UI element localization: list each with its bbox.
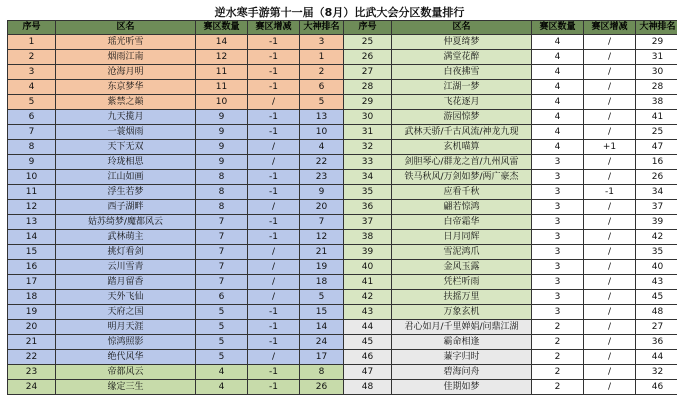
cell-right-change: / [584,320,636,335]
cell-left-count: 5 [196,335,248,350]
cell-left-rank: 22 [300,155,344,170]
header-index-right: 序号 [344,21,392,35]
cell-right-count: 3 [532,290,584,305]
table-row [8,260,677,275]
cell-left-name: 瑶光听雪 [56,35,196,50]
header-row [8,21,677,35]
cell-right-rank: 47 [636,140,677,155]
cell-left-index: 20 [8,320,56,335]
cell-right-name: 万象玄机 [392,305,532,320]
cell-right-rank: 42 [636,230,677,245]
header-change-right: 赛区增减 [584,21,636,35]
cell-right-rank: 38 [636,95,677,110]
cell-left-count: 7 [196,260,248,275]
cell-left-count: 8 [196,200,248,215]
cell-right-index: 27 [344,65,392,80]
cell-right-index: 48 [344,380,392,395]
table-row [8,140,677,155]
cell-right-change: / [584,110,636,125]
cell-right-index: 25 [344,35,392,50]
cell-right-change: / [584,95,636,110]
cell-left-rank: 5 [300,95,344,110]
cell-right-count: 4 [532,50,584,65]
cell-left-count: 9 [196,125,248,140]
cell-left-name: 云川雪青 [56,260,196,275]
cell-right-index: 33 [344,155,392,170]
cell-right-name: 白夜拂雪 [392,65,532,80]
header-count-right: 赛区数量 [532,21,584,35]
cell-left-rank: 21 [300,245,344,260]
cell-right-index: 39 [344,245,392,260]
cell-left-index: 13 [8,215,56,230]
cell-left-change: -1 [248,335,300,350]
cell-left-rank: 24 [300,335,344,350]
cell-left-index: 22 [8,350,56,365]
cell-right-change: / [584,290,636,305]
cell-right-name: 武林天骄/千古风流/神龙九现 [392,125,532,140]
cell-left-name: 一蓑烟雨 [56,125,196,140]
cell-right-count: 4 [532,95,584,110]
table-row [8,350,677,365]
cell-left-count: 7 [196,245,248,260]
cell-left-count: 14 [196,35,248,50]
cell-right-change: / [584,50,636,65]
cell-left-name: 帝都风云 [56,365,196,380]
cell-right-rank: 46 [636,380,677,395]
cell-right-rank: 28 [636,80,677,95]
table-row [8,125,677,140]
cell-right-count: 2 [532,365,584,380]
table-row [8,80,677,95]
cell-right-index: 29 [344,95,392,110]
cell-right-index: 45 [344,335,392,350]
cell-right-count: 4 [532,65,584,80]
table-row [8,380,677,395]
cell-left-index: 18 [8,290,56,305]
cell-right-index: 38 [344,230,392,245]
table-row [8,365,677,380]
cell-right-count: 3 [532,200,584,215]
cell-left-count: 8 [196,185,248,200]
header-count-left: 赛区数量 [196,21,248,35]
table-row [8,290,677,305]
cell-left-name: 挑灯看剑 [56,245,196,260]
cell-right-count: 2 [532,350,584,365]
table-row [8,275,677,290]
cell-right-name: 霸命相逢 [392,335,532,350]
cell-right-change: / [584,155,636,170]
cell-right-index: 41 [344,275,392,290]
header-rank-left: 大神排名 [300,21,344,35]
cell-left-count: 4 [196,380,248,395]
cell-right-index: 28 [344,80,392,95]
cell-left-rank: 12 [300,230,344,245]
cell-right-index: 32 [344,140,392,155]
cell-left-change: -1 [248,65,300,80]
cell-left-rank: 23 [300,170,344,185]
cell-right-count: 3 [532,305,584,320]
cell-right-change: / [584,35,636,50]
cell-right-index: 44 [344,320,392,335]
cell-left-rank: 19 [300,260,344,275]
cell-left-rank: 2 [300,65,344,80]
cell-left-name: 姑苏绮梦/魔都风云 [56,215,196,230]
cell-left-rank: 8 [300,365,344,380]
cell-left-change: -1 [248,215,300,230]
table-row [8,185,677,200]
cell-right-rank: 29 [636,35,677,50]
cell-left-count: 6 [196,290,248,305]
cell-left-name: 惊鸿照影 [56,335,196,350]
cell-right-count: 3 [532,260,584,275]
cell-right-name: 江湖一梦 [392,80,532,95]
cell-left-rank: 17 [300,350,344,365]
cell-left-index: 23 [8,365,56,380]
cell-left-count: 5 [196,320,248,335]
cell-left-index: 4 [8,80,56,95]
cell-left-change: -1 [248,50,300,65]
cell-right-name: 蒹字归时 [392,350,532,365]
cell-right-count: 3 [532,170,584,185]
cell-right-index: 42 [344,290,392,305]
cell-right-name: 铁马秋风/万剑如梦/两广豪杰 [392,170,532,185]
ranking-table [7,20,677,395]
cell-left-index: 8 [8,140,56,155]
cell-left-name: 武林萌主 [56,230,196,245]
cell-right-name: 君心如月/千里婵娟/问鼎江湖 [392,320,532,335]
cell-left-count: 8 [196,170,248,185]
cell-left-count: 11 [196,65,248,80]
cell-left-change: -1 [248,170,300,185]
cell-left-change: / [248,155,300,170]
cell-right-change: / [584,350,636,365]
table-row [8,35,677,50]
cell-right-change: / [584,260,636,275]
table-row [8,320,677,335]
cell-right-name: 扶摇万里 [392,290,532,305]
cell-right-name: 飞花逐月 [392,95,532,110]
cell-left-count: 10 [196,95,248,110]
cell-left-count: 5 [196,305,248,320]
cell-right-count: 3 [532,215,584,230]
cell-right-rank: 37 [636,200,677,215]
cell-left-name: 紫禁之巅 [56,95,196,110]
cell-right-change: / [584,245,636,260]
cell-left-index: 10 [8,170,56,185]
cell-left-count: 7 [196,230,248,245]
cell-left-count: 5 [196,350,248,365]
cell-left-index: 7 [8,125,56,140]
cell-left-name: 浮生若梦 [56,185,196,200]
cell-left-rank: 20 [300,200,344,215]
cell-left-change: -1 [248,230,300,245]
cell-left-name: 江山如画 [56,170,196,185]
cell-left-rank: 6 [300,80,344,95]
cell-right-rank: 35 [636,245,677,260]
cell-right-name: 玄机喵算 [392,140,532,155]
cell-left-rank: 26 [300,380,344,395]
cell-left-change: -1 [248,380,300,395]
cell-left-change: -1 [248,80,300,95]
cell-right-name: 满堂花醉 [392,50,532,65]
page-title: 逆水寒手游第十一届（8月）比武大会分区数量排行 [214,6,465,19]
cell-left-change: -1 [248,320,300,335]
cell-left-index: 24 [8,380,56,395]
cell-left-change: -1 [248,365,300,380]
cell-right-rank: 39 [636,215,677,230]
header-change-left: 赛区增减 [248,21,300,35]
cell-right-change: / [584,215,636,230]
cell-left-name: 西子湖畔 [56,200,196,215]
cell-left-name: 沧海月明 [56,65,196,80]
cell-left-name: 天下无双 [56,140,196,155]
cell-right-change: / [584,380,636,395]
cell-left-rank: 15 [300,305,344,320]
cell-right-count: 2 [532,320,584,335]
cell-left-index: 15 [8,245,56,260]
cell-right-change: / [584,65,636,80]
cell-right-name: 佳期如梦 [392,380,532,395]
cell-left-count: 7 [196,275,248,290]
cell-right-count: 3 [532,185,584,200]
cell-right-change: / [584,335,636,350]
cell-left-name: 缘定三生 [56,380,196,395]
cell-right-name: 日月同辉 [392,230,532,245]
cell-right-rank: 31 [636,50,677,65]
cell-left-name: 东京梦华 [56,80,196,95]
cell-left-change: -1 [248,110,300,125]
cell-right-name: 金风玉露 [392,260,532,275]
cell-right-count: 3 [532,230,584,245]
cell-right-rank: 16 [636,155,677,170]
cell-right-change: / [584,170,636,185]
cell-left-index: 2 [8,50,56,65]
cell-right-rank: 40 [636,260,677,275]
cell-right-count: 4 [532,140,584,155]
cell-right-change: -1 [584,185,636,200]
cell-left-change: / [248,350,300,365]
cell-right-change: / [584,275,636,290]
cell-left-name: 明月天涯 [56,320,196,335]
cell-right-change: / [584,230,636,245]
cell-left-change: -1 [248,305,300,320]
cell-right-index: 46 [344,350,392,365]
cell-right-rank: 43 [636,275,677,290]
cell-left-index: 1 [8,35,56,50]
cell-right-name: 剑胆琴心/群龙之首/九州风雷 [392,155,532,170]
cell-left-index: 5 [8,95,56,110]
table-row [8,65,677,80]
cell-left-count: 12 [196,50,248,65]
table-row [8,245,677,260]
cell-left-name: 九天揽月 [56,110,196,125]
header-name-right: 区名 [392,21,532,35]
cell-right-name: 碧海问舟 [392,365,532,380]
cell-right-rank: 48 [636,305,677,320]
cell-left-rank: 7 [300,215,344,230]
cell-right-index: 36 [344,200,392,215]
header-name-left: 区名 [56,21,196,35]
cell-right-index: 35 [344,185,392,200]
cell-left-rank: 1 [300,50,344,65]
cell-right-rank: 25 [636,125,677,140]
cell-right-change: / [584,125,636,140]
table-row [8,230,677,245]
cell-left-rank: 3 [300,35,344,50]
cell-left-count: 4 [196,365,248,380]
cell-left-change: -1 [248,35,300,50]
cell-right-name: 应看千秋 [392,185,532,200]
cell-left-index: 6 [8,110,56,125]
cell-right-count: 4 [532,35,584,50]
cell-left-index: 16 [8,260,56,275]
cell-right-count: 2 [532,380,584,395]
cell-right-index: 47 [344,365,392,380]
cell-left-count: 9 [196,155,248,170]
cell-right-rank: 26 [636,170,677,185]
table-row [8,215,677,230]
cell-left-name: 天府之国 [56,305,196,320]
cell-left-rank: 10 [300,125,344,140]
cell-left-rank: 5 [300,290,344,305]
cell-left-index: 12 [8,200,56,215]
table-row [8,335,677,350]
cell-right-rank: 36 [636,335,677,350]
table-row [8,200,677,215]
cell-left-index: 11 [8,185,56,200]
cell-left-index: 17 [8,275,56,290]
cell-right-rank: 44 [636,350,677,365]
header-rank-right: 大神排名 [636,21,677,35]
cell-left-index: 19 [8,305,56,320]
cell-right-count: 2 [532,335,584,350]
cell-left-change: / [248,245,300,260]
cell-right-name: 仲夏绮梦 [392,35,532,50]
cell-left-change: / [248,275,300,290]
table-row [8,170,677,185]
cell-right-rank: 45 [636,290,677,305]
cell-left-name: 烟雨江南 [56,50,196,65]
cell-left-name: 绝代风华 [56,350,196,365]
cell-left-change: / [248,95,300,110]
cell-left-count: 7 [196,215,248,230]
cell-right-change: +1 [584,140,636,155]
cell-right-name: 翩若惊鸿 [392,200,532,215]
header-index-left: 序号 [8,21,56,35]
cell-left-index: 14 [8,230,56,245]
cell-right-change: / [584,200,636,215]
cell-left-index: 21 [8,335,56,350]
cell-right-change: / [584,305,636,320]
table-row [8,50,677,65]
cell-right-index: 43 [344,305,392,320]
cell-right-count: 4 [532,125,584,140]
cell-right-index: 34 [344,170,392,185]
cell-right-count: 3 [532,245,584,260]
cell-right-change: / [584,80,636,95]
cell-right-rank: 34 [636,185,677,200]
cell-left-name: 玲珑相思 [56,155,196,170]
cell-left-count: 9 [196,110,248,125]
cell-right-index: 40 [344,260,392,275]
table-row [8,305,677,320]
cell-right-index: 26 [344,50,392,65]
cell-left-index: 3 [8,65,56,80]
cell-right-count: 4 [532,110,584,125]
cell-right-count: 3 [532,275,584,290]
cell-right-index: 37 [344,215,392,230]
cell-right-rank: 32 [636,365,677,380]
cell-right-name: 凭栏听雨 [392,275,532,290]
table-row [8,110,677,125]
cell-left-rank: 9 [300,185,344,200]
cell-left-change: -1 [248,125,300,140]
cell-left-change: / [248,140,300,155]
cell-left-index: 9 [8,155,56,170]
cell-left-count: 9 [196,140,248,155]
cell-left-change: / [248,290,300,305]
cell-left-name: 踏月留香 [56,275,196,290]
cell-left-change: / [248,200,300,215]
table-row [8,155,677,170]
cell-left-change: -1 [248,185,300,200]
cell-left-change: / [248,260,300,275]
cell-left-rank: 13 [300,110,344,125]
cell-left-count: 11 [196,80,248,95]
cell-right-name: 游园惊梦 [392,110,532,125]
cell-right-rank: 41 [636,110,677,125]
cell-left-rank: 18 [300,275,344,290]
cell-right-rank: 27 [636,320,677,335]
cell-left-rank: 14 [300,320,344,335]
cell-right-count: 3 [532,155,584,170]
cell-left-rank: 4 [300,140,344,155]
ranking-sheet [7,5,676,395]
cell-right-index: 31 [344,125,392,140]
cell-right-name: 白帝霜华 [392,215,532,230]
cell-right-name: 雪泥鸿爪 [392,245,532,260]
cell-right-rank: 30 [636,65,677,80]
cell-right-index: 30 [344,110,392,125]
cell-right-change: / [584,365,636,380]
table-row [8,95,677,110]
cell-right-count: 4 [532,80,584,95]
cell-left-name: 天外飞仙 [56,290,196,305]
